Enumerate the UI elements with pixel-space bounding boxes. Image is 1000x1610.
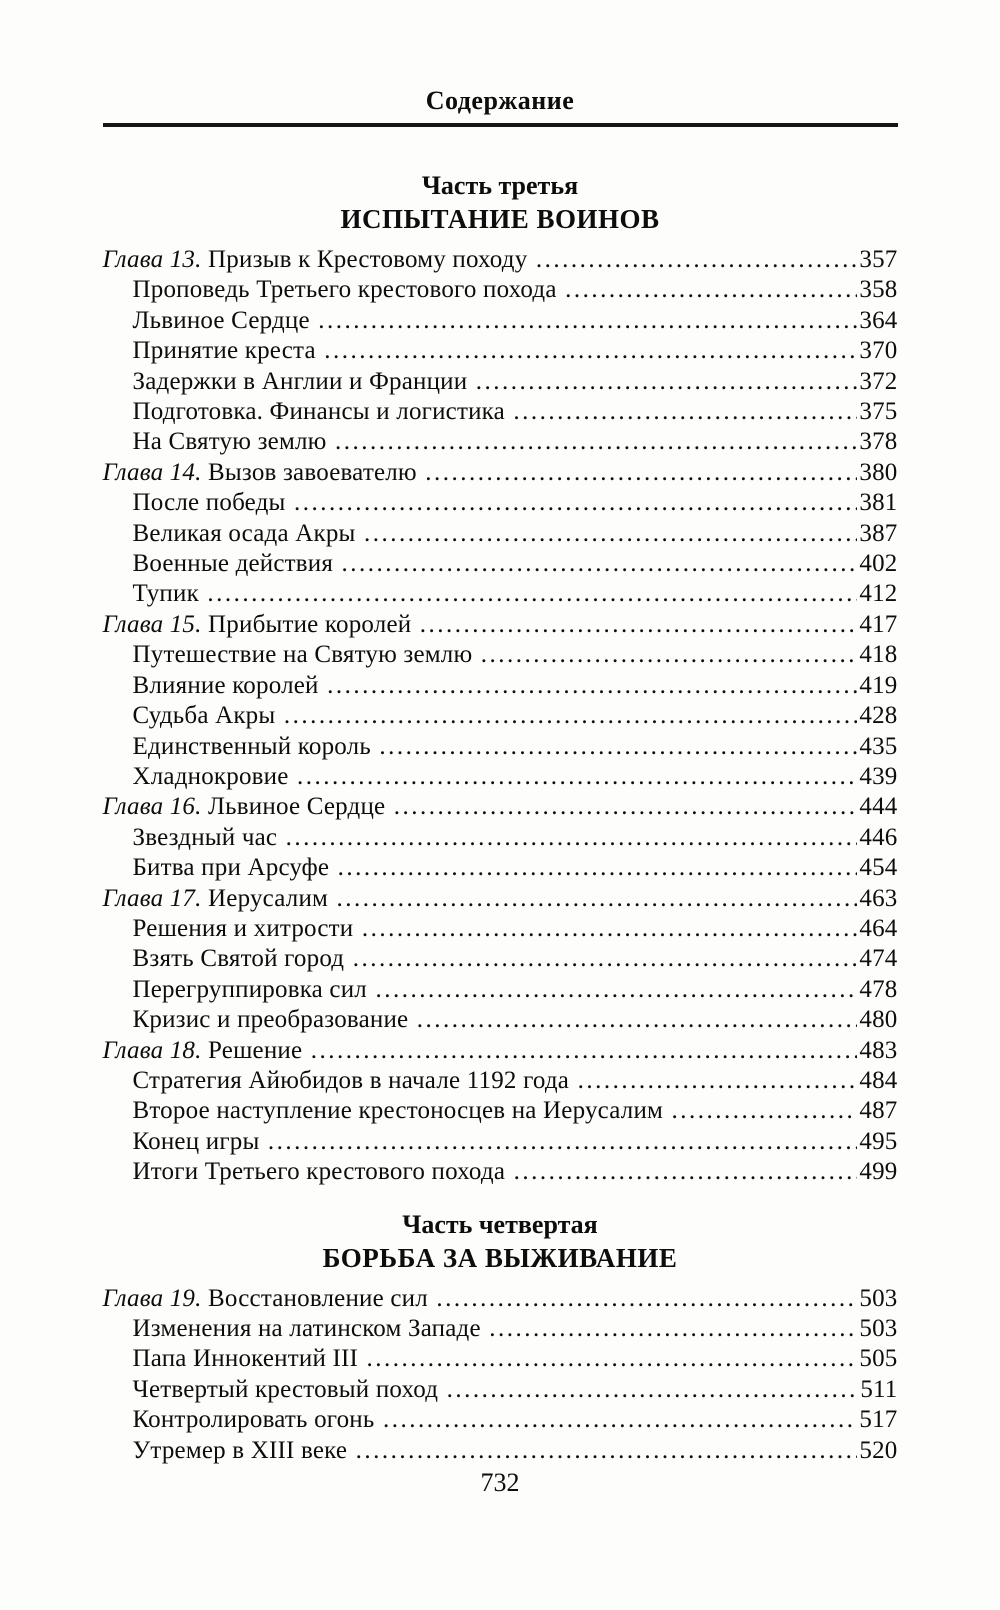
toc-entry — [103, 1096, 898, 1126]
dot-leader — [514, 1157, 858, 1187]
toc-entry-page: 454 — [859, 854, 898, 882]
toc-entry-page: 483 — [859, 1036, 898, 1064]
toc-entry-page: 505 — [859, 1345, 898, 1373]
dot-leader — [327, 671, 857, 701]
toc-entry — [103, 458, 898, 488]
toc-entry-page: 381 — [859, 489, 898, 517]
toc-entry-title — [133, 1096, 670, 1126]
page-number: 732 — [480, 1468, 520, 1497]
dot-leader — [286, 823, 858, 853]
toc-entry-text: Четвертый крестовый поход — [132, 1375, 445, 1403]
chapter-number-prefix: Глава 14. — [102, 458, 209, 486]
page-header-title: Содержание — [425, 86, 575, 115]
toc-entry — [103, 610, 898, 640]
toc-entry-text: После победы — [132, 489, 292, 517]
dot-leader — [447, 1375, 859, 1405]
toc-entry — [103, 1036, 898, 1066]
toc-entry-text: Стратегия Айюбидов в начале 1192 года — [132, 1066, 576, 1094]
toc-entry-page: 484 — [859, 1066, 898, 1094]
toc-entry-page: 357 — [859, 246, 898, 273]
toc-entry-text: Подготовка. Финансы и логистика — [132, 398, 512, 426]
toc-entry — [103, 519, 898, 549]
toc-entry-page: 378 — [859, 428, 898, 456]
toc-entry-text: Кризис и преобразование — [132, 1006, 415, 1034]
toc-entry-page: 480 — [859, 1006, 898, 1034]
toc-entry — [103, 245, 898, 275]
toc-entry-text: Судьба Акры — [132, 702, 282, 730]
toc-entry-text: Львиное Сердце — [132, 306, 317, 334]
toc-entry — [103, 275, 898, 305]
toc-entry-page: 380 — [859, 458, 898, 486]
toc-entry — [103, 1005, 898, 1035]
toc-entry-title — [133, 975, 374, 1005]
dot-leader — [337, 884, 858, 914]
dot-leader — [436, 1284, 857, 1314]
toc-entry-text: Взять Святой город — [132, 945, 351, 973]
toc-entry-text: Влияние королей — [132, 671, 326, 699]
part-title: ИСПЫТАНИЕ ВОИНОВ — [340, 204, 660, 234]
toc-entry-text: Военные действия — [132, 550, 340, 578]
toc-entry-text: Итоги Третьего крестового похода — [132, 1158, 512, 1186]
dot-leader — [476, 367, 858, 397]
toc-entry-page: 520 — [859, 1436, 898, 1464]
dot-leader — [364, 519, 857, 549]
dot-leader — [294, 488, 857, 518]
toc-entry-title — [103, 245, 534, 275]
toc-entry-text: Решения и хитрости — [132, 914, 360, 942]
toc-entry — [103, 975, 898, 1005]
toc-entry-page: 372 — [859, 367, 898, 395]
toc-entry — [103, 1157, 898, 1187]
toc-entry-page: 428 — [859, 702, 898, 730]
toc-entry — [103, 367, 898, 397]
toc-entry — [103, 823, 898, 853]
dot-leader — [481, 640, 858, 670]
dot-leader — [379, 732, 857, 762]
toc-entry-text: На Святую землю — [132, 428, 333, 456]
dot-leader — [207, 579, 857, 609]
toc-entry-title — [133, 1127, 266, 1157]
toc-entry-text: Перегруппировка сил — [132, 975, 374, 1003]
toc-entry — [103, 640, 898, 670]
dot-leader — [565, 275, 857, 305]
toc-entry-text: Вызов завоевателю — [208, 458, 424, 486]
toc-entry-title — [133, 944, 351, 974]
toc-entry — [103, 732, 898, 762]
toc-entry-text: Принятие креста — [132, 337, 323, 365]
toc-entry-page: 474 — [859, 945, 898, 973]
dot-leader — [672, 1096, 858, 1126]
part-label: Часть третья — [421, 171, 579, 200]
toc-entry-page: 446 — [859, 823, 898, 851]
toc-entry — [103, 701, 898, 731]
dot-leader — [417, 1005, 858, 1035]
toc-entry-title — [133, 1344, 365, 1374]
toc-entries — [103, 245, 898, 1188]
toc-entry — [103, 884, 898, 914]
toc-entry-page: 439 — [859, 762, 898, 790]
toc-entry-title — [103, 884, 335, 914]
toc-entry-text: Иерусалим — [208, 884, 335, 912]
toc-entry-page: 412 — [859, 580, 898, 608]
toc-entry-text: Единственный король — [132, 732, 378, 760]
dot-leader — [338, 853, 858, 883]
toc-entry-title — [133, 306, 317, 336]
dot-leader — [513, 397, 857, 427]
toc-entry-title — [133, 1405, 381, 1435]
toc-entry-text: Прибытие королей — [208, 610, 418, 638]
toc-entry-title — [133, 275, 564, 305]
dot-leader — [318, 306, 857, 336]
toc-entry-title — [133, 1314, 488, 1344]
toc-entry-title — [133, 914, 360, 944]
toc-entry-title — [133, 853, 336, 883]
dot-leader — [284, 701, 858, 731]
toc-entry — [103, 1344, 898, 1374]
toc-entry-page: 503 — [859, 1315, 898, 1342]
dot-leader — [356, 1436, 858, 1466]
toc-entry-page: 358 — [859, 276, 898, 304]
toc-entry — [103, 488, 898, 518]
toc-entry — [103, 1066, 898, 1096]
toc-entry-text: Звездный час — [132, 823, 284, 851]
toc-entry-page: 517 — [859, 1406, 898, 1434]
toc-entry-page: 370 — [859, 337, 898, 365]
toc-entry — [103, 1405, 898, 1435]
toc-entry-text: Решение — [208, 1036, 309, 1064]
dot-leader — [420, 610, 858, 640]
toc-entry-title — [133, 488, 293, 518]
toc-entry — [103, 579, 898, 609]
toc-entry-text: Призыв к Крестовому походу — [208, 246, 534, 273]
toc-entry-page: 402 — [859, 550, 898, 578]
toc-entry-text: Проповедь Третьего крестового похода — [132, 276, 564, 304]
toc-entry-title — [103, 792, 392, 822]
toc-entry-text: Великая осада Акры — [132, 519, 362, 547]
toc-entry-page: 463 — [859, 884, 898, 912]
toc-entry-title — [133, 397, 512, 427]
toc-entry-page: 511 — [860, 1375, 898, 1403]
toc-entry-text: Изменения на латинском Западе — [132, 1315, 488, 1342]
header-rule — [103, 123, 898, 127]
chapter-number-prefix: Глава 15. — [102, 610, 209, 638]
toc-entry-title — [133, 549, 340, 579]
toc-entry-page: 419 — [859, 671, 898, 699]
dot-leader — [367, 1344, 858, 1374]
dot-leader — [578, 1066, 858, 1096]
chapter-number-prefix: Глава 19. — [102, 1284, 209, 1312]
toc-entry — [103, 1375, 898, 1405]
toc-part — [103, 1210, 898, 1466]
toc-entry-title — [133, 1436, 354, 1466]
dot-leader — [375, 975, 857, 1005]
toc-entry-text: Конец игры — [132, 1127, 266, 1155]
chapter-number-prefix: Глава 13. — [102, 246, 209, 273]
toc-entry — [103, 853, 898, 883]
toc-entry — [103, 336, 898, 366]
toc-entry-page: 417 — [859, 610, 898, 638]
dot-leader — [268, 1127, 857, 1157]
part-title: БОРЬБА ЗА ВЫЖИВАНИЕ — [322, 1242, 678, 1273]
chapter-number-prefix: Глава 17. — [102, 884, 209, 912]
toc-entry-page: 464 — [859, 914, 898, 942]
toc-entry-title — [133, 1375, 445, 1405]
toc-entry-title — [133, 671, 326, 701]
toc-entry-page: 499 — [859, 1158, 898, 1186]
toc-entry-text: Контролировать огонь — [132, 1406, 381, 1434]
toc-entry-page: 487 — [859, 1097, 898, 1125]
toc-entry-text: Путешествие на Святую землю — [132, 641, 479, 669]
toc-entry-page: 495 — [859, 1127, 898, 1155]
toc-entry-page: 387 — [859, 519, 898, 547]
dot-leader — [425, 458, 857, 488]
dot-leader — [311, 1036, 858, 1066]
toc-entry-title — [133, 732, 378, 762]
dot-leader — [324, 336, 857, 366]
toc-entry — [103, 427, 898, 457]
toc-entry-text: Битва при Арсуфе — [132, 854, 336, 882]
dot-leader — [297, 762, 857, 792]
toc-entry-page: 478 — [859, 975, 898, 1003]
toc-entry-title — [133, 336, 323, 366]
dot-leader — [342, 549, 858, 579]
toc-entry-text: Львиное Сердце — [208, 793, 392, 821]
toc-entry-title — [133, 701, 282, 731]
toc-entry-text: Папа Иннокентий III — [132, 1345, 365, 1373]
toc-entry-page: 435 — [859, 732, 898, 760]
dot-leader — [489, 1314, 857, 1344]
dot-leader — [383, 1405, 857, 1435]
toc-entry — [103, 397, 898, 427]
toc-entry — [103, 914, 898, 944]
toc-entry-title — [133, 762, 296, 792]
toc-entry-page: 375 — [859, 398, 898, 426]
toc-entry-text: Восстановление сил — [208, 1284, 435, 1312]
toc-entry-page: 444 — [859, 793, 898, 821]
chapter-number-prefix: Глава 16. — [102, 793, 209, 821]
toc-entry-title — [133, 823, 284, 853]
toc-entry-title — [133, 640, 479, 670]
toc-entry-title — [103, 458, 424, 488]
toc-entry-title — [103, 1036, 309, 1066]
toc-entry-text: Тупик — [132, 580, 206, 608]
toc-entry-page: 418 — [859, 641, 898, 669]
dot-leader — [353, 944, 858, 974]
toc-entry — [103, 792, 898, 822]
toc-entry — [103, 762, 898, 792]
toc-entry-page: 364 — [859, 306, 898, 334]
toc-entry-title — [133, 1066, 576, 1096]
dot-leader — [394, 792, 858, 822]
toc-entry — [103, 549, 898, 579]
toc-entry-page: 503 — [859, 1284, 898, 1312]
toc-entry — [103, 671, 898, 701]
dot-leader — [536, 245, 858, 275]
toc-entry-title — [103, 610, 418, 640]
chapter-number-prefix: Глава 18. — [102, 1036, 209, 1064]
toc-entry-title — [133, 519, 362, 549]
toc-entry-title — [133, 579, 206, 609]
table-of-contents — [103, 171, 898, 1466]
toc-entry-text: Задержки в Англии и Франции — [132, 367, 474, 395]
toc-entry-title — [133, 367, 474, 397]
toc-entry-title — [133, 1157, 512, 1187]
part-label: Часть четвертая — [402, 1209, 598, 1239]
toc-entry-text: Утремер в XIII веке — [132, 1436, 354, 1464]
toc-entry-title — [133, 427, 333, 457]
dot-leader — [335, 427, 857, 457]
toc-entry — [103, 1127, 898, 1157]
toc-entry — [103, 1314, 898, 1344]
toc-entry-title — [103, 1284, 435, 1314]
toc-entry-title — [133, 1005, 415, 1035]
toc-entries — [103, 1284, 898, 1466]
toc-entry-text: Второе наступление крестоносцев на Иерусалим — [132, 1097, 670, 1125]
dot-leader — [362, 914, 858, 944]
toc-entry — [103, 944, 898, 974]
toc-entry — [103, 1284, 898, 1314]
toc-entry — [103, 306, 898, 336]
toc-part — [103, 171, 898, 1188]
toc-entry-text: Хладнокровие — [132, 762, 295, 790]
toc-entry — [103, 1436, 898, 1466]
